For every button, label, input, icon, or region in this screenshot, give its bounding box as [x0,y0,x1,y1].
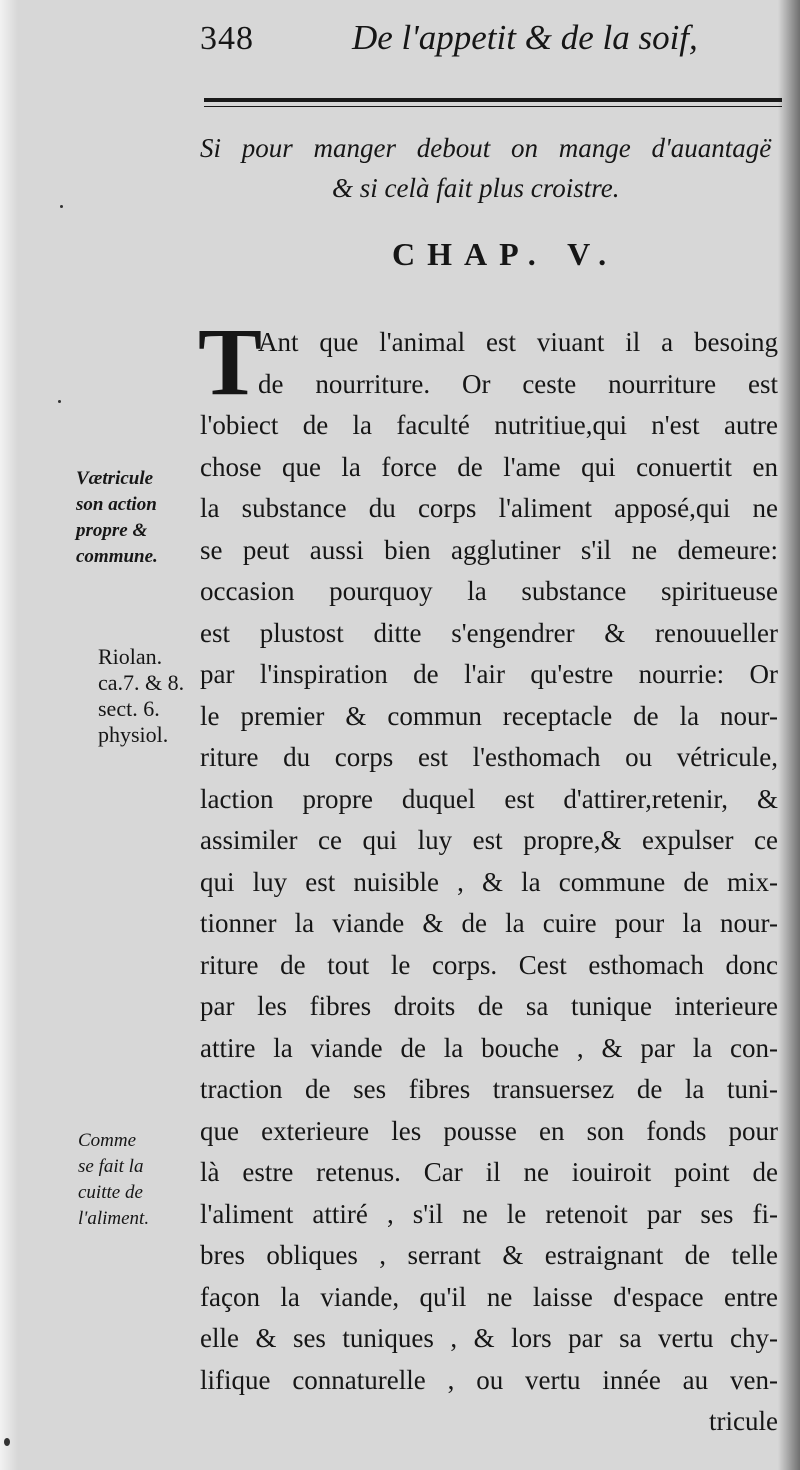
ink-speck [60,205,63,208]
text-line: est plustost ditte s'engendrer & renouueller [200,617,778,648]
page-left-edge [0,0,18,1470]
chapter-summary [200,128,790,208]
text-line: le premier & commun receptacle de la nour- [200,700,778,731]
text-line: la substance du corps l'aliment apposé,qui ne [200,493,778,523]
text-line: traction de ses fibres transuersez de la tuni- [200,1074,778,1104]
margin-note-line: commune. [76,546,158,567]
margin-note-line: se fait la [78,1156,144,1177]
margin-note-digestion [78,1128,196,1232]
text-line: de nourriture. Or ceste nourriture est [258,368,778,399]
text-line: par les fibres droits de sa tunique interieure [200,991,778,1021]
text-line: qui luy est nuisible , & la commune de mix- [200,866,778,897]
text-line: occasion pourquoy la substance spiritueuse [200,576,778,606]
text-line: elle & ses tuniques , & lors par sa vertu chy- [200,1323,778,1353]
text-line: se peut aussi bien agglutiner s'il ne demeure: [200,534,778,565]
header-rule-thin [204,106,782,107]
text-line: bres obliques , serrant & estraignant de telle [200,1240,778,1270]
ink-speck [4,1438,10,1446]
margin-note-ventricle [76,466,194,570]
text-line: l'aliment attiré , s'il ne le retenoit par ses fi- [200,1198,778,1229]
header-rule [204,98,782,102]
page-gutter-shadow [778,0,800,1470]
chapter-heading: CHAP. V. [392,236,619,272]
margin-note-line: physiol. [98,722,169,747]
margin-note-line: sect. 6. [98,696,160,721]
margin-note-riolan [98,644,198,748]
page-number: 348 [200,20,254,57]
text-line: lifique connaturelle , ou vertu innée au ven- [200,1364,778,1395]
margin-note-line: Vætricule [76,468,154,489]
catchword: tricule [709,1406,778,1436]
text-line: par l'inspiration de l'air qu'estre nourrie: Or [200,659,778,689]
margin-note-line: cuitte de [78,1182,143,1203]
text-line: assimiler ce qui luy est propre,& expulser ce [200,825,778,855]
running-title: De l'appetit & de la soif, [352,18,698,57]
margin-note-line: l'aliment. [78,1208,150,1229]
margin-note-line: son action [76,494,157,515]
text-line: laction propre duquel est d'attirer,retenir, & [200,783,778,814]
text-line: chose que la force de l'ame qui conuertit en [200,451,778,482]
margin-note-line: propre & [76,520,148,541]
drop-capital: T [198,308,263,415]
margin-note-line: Comme [78,1130,137,1151]
text-line: là estre retenus. Car il ne iouiroit point de [200,1157,778,1187]
text-line: attire la viande de la bouche , & par la con- [200,1032,778,1063]
ink-speck [58,400,61,403]
text-line: tionner la viande & de la cuire pour la nour- [200,908,778,938]
text-line: l'obiect de la faculté nutritiue,qui n'est autre [200,410,778,440]
text-line: Ant que l'animal est viuant il a besoing [258,327,778,357]
text-line: façon la viande, qu'il ne laisse d'espace entre [200,1281,778,1312]
text-line: riture du corps est l'esthomach ou vétricule, [200,742,778,772]
chapter-summary-line: & si celà fait plus croistre. [332,173,620,203]
chapter-summary-line: Si pour manger debout on mange d'auantagë [200,133,772,163]
text-line: que exterieure les pousse en son fonds pour [200,1115,778,1146]
body-text [198,308,778,1443]
margin-note-line: Riolan. [98,644,163,669]
margin-note-line: ca.7. & 8. [98,670,185,695]
text-line: riture de tout le corps. Cest esthomach donc [200,949,778,980]
